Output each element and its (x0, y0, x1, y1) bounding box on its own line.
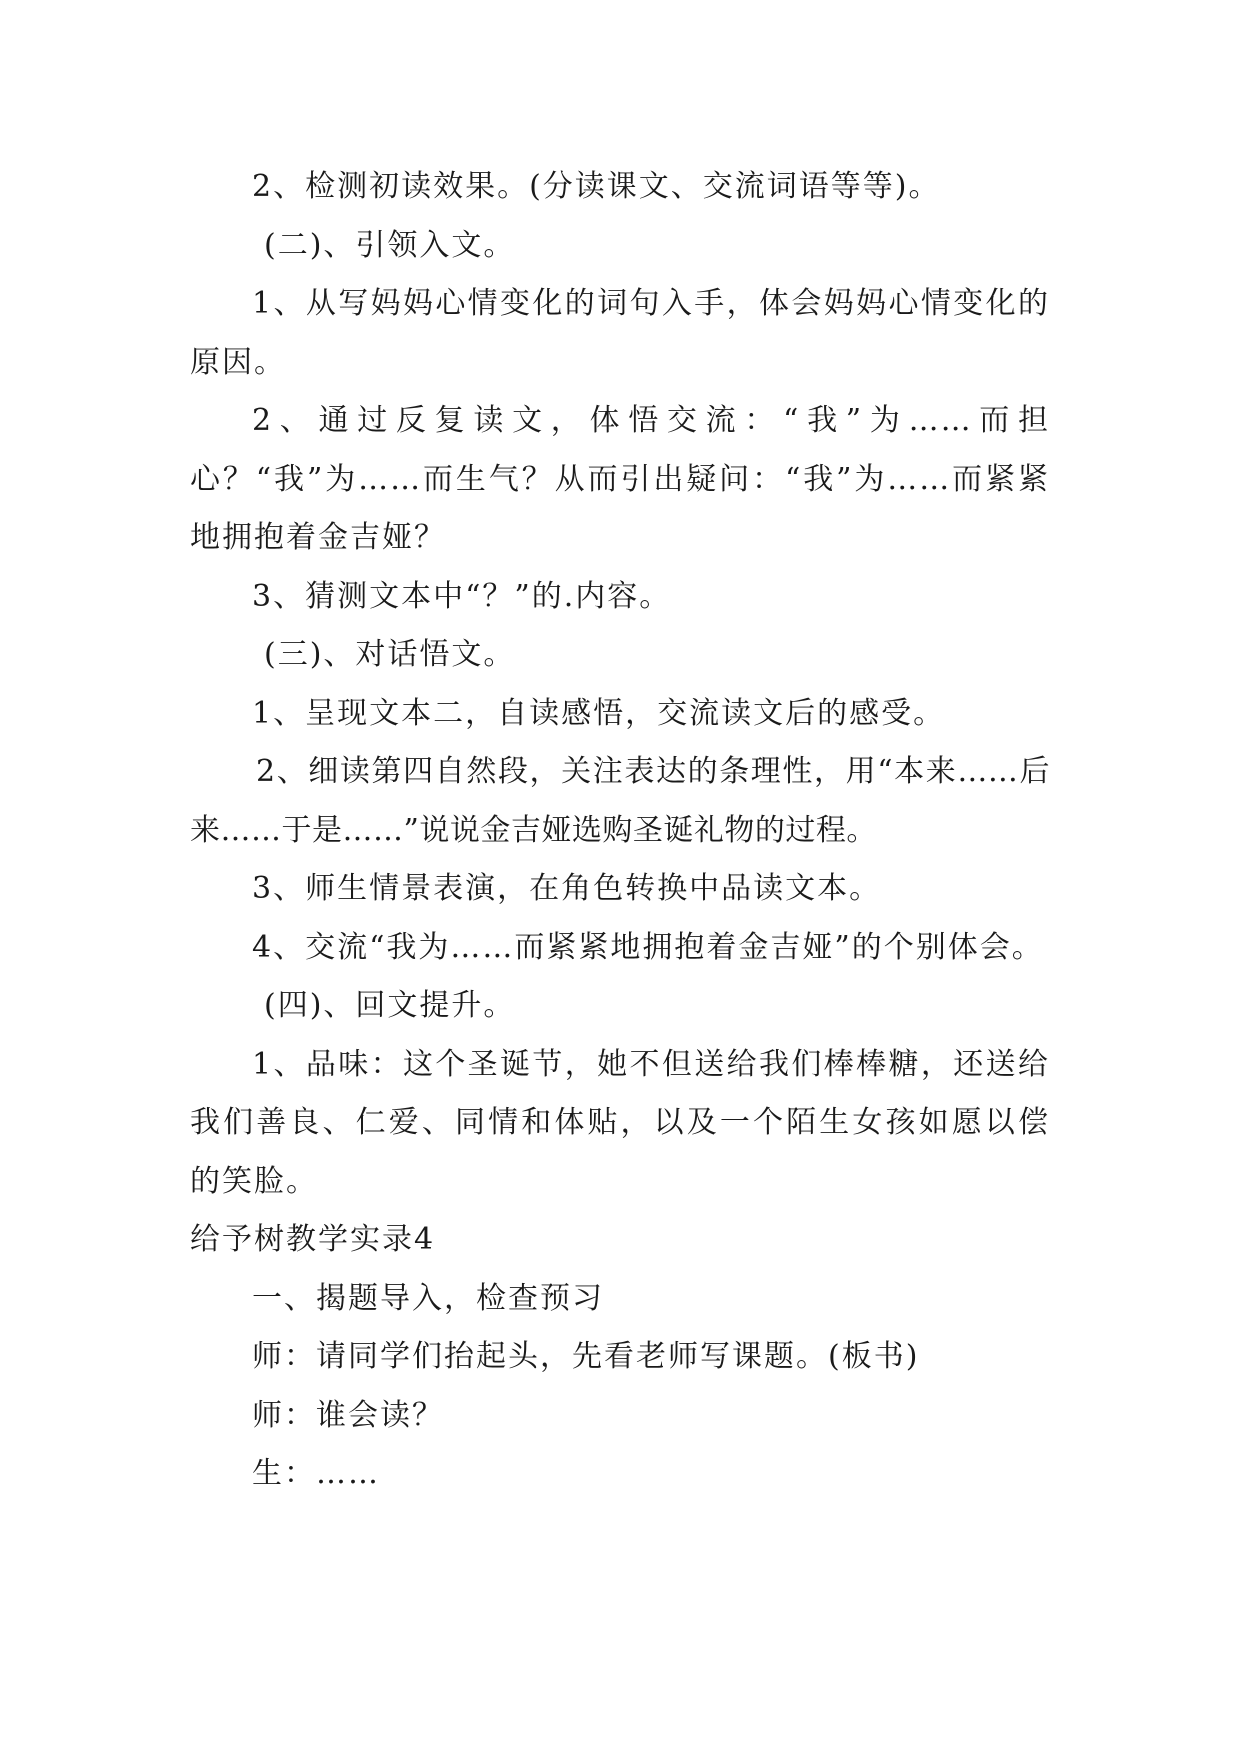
dialogue-teacher-2: 师：谁会读？ (252, 1397, 444, 1433)
paragraph-repeated-reading: 2、通过反复读文，体悟交流：“我”为……而担心？“我”为……而生气？从而引出疑问：“我”为……而紧紧地拥抱着金吉娅？ (190, 403, 1050, 555)
section-heading-2: (二)、引领入文。 (264, 227, 516, 263)
paragraph-present-text: 1、呈现文本二，自读感悟，交流读文后的感受。 (252, 695, 946, 731)
paragraph-appreciate: 1、品味：这个圣诞节，她不但送给我们棒棒糖，还送给我们善良、仁爱、同情和体贴，以及一个陌生女孩如愿以偿的笑脸。 (190, 1046, 1050, 1199)
document-body (190, 158, 1050, 1504)
paragraph-check-reading: 2、检测初读效果。(分读课文、交流词语等等)。 (252, 169, 941, 204)
paragraph-exchange-feelings: 4、交流“我为……而紧紧地拥抱着金吉娅”的个别体会。 (252, 929, 1044, 965)
paragraph-guess-content: 3、猜测文本中“？”的.内容。 (252, 578, 672, 614)
paragraph-role-play: 3、师生情景表演，在角色转换中品读文本。 (252, 871, 882, 906)
paragraph-fourth-section: 2、细读第四自然段，关注表达的条理性，用“本来……后来……于是……”说说金吉娅选购圣诞礼物的过程。 (190, 754, 1050, 848)
document-title: 给予树教学实录4 (190, 1222, 436, 1257)
section-heading-intro: 一、揭题导入，检查预习 (252, 1280, 604, 1316)
paragraph-mother-mood: 1、从写妈妈心情变化的词句入手，体会妈妈心情变化的原因。 (190, 286, 1050, 380)
dialogue-student-1: 生：…… (252, 1456, 380, 1491)
dialogue-teacher-1: 师：请同学们抬起头，先看老师写课题。(板书) (252, 1339, 920, 1374)
section-heading-3: (三)、对话悟文。 (264, 637, 516, 672)
section-heading-4: (四)、回文提升。 (264, 988, 516, 1023)
